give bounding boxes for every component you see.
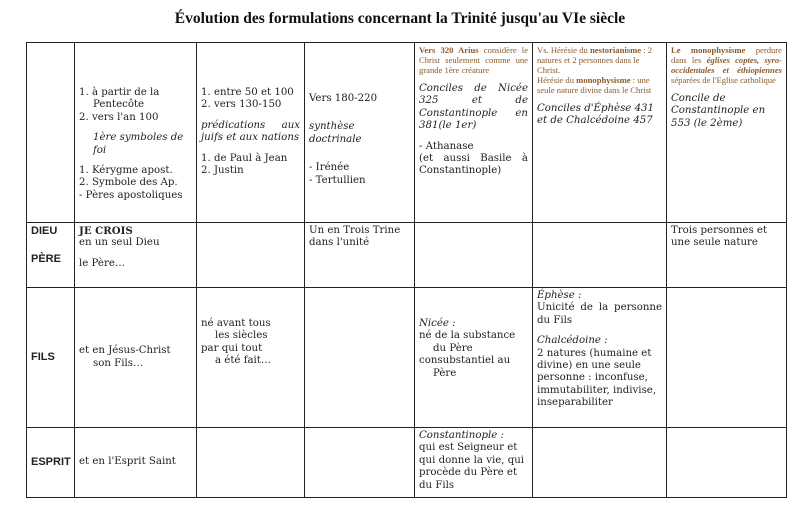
text: églises coptes, syro-occidentales et éthiopiennes bbox=[671, 55, 782, 75]
cell bbox=[415, 223, 533, 288]
text: 2. vers 130-150 bbox=[201, 99, 282, 111]
text: par qui tout bbox=[201, 342, 263, 354]
cell bbox=[533, 288, 667, 428]
text: qui est Seigneur et qui donne la vie, qui procède du Père et du Fils bbox=[419, 442, 525, 491]
row-esprit bbox=[27, 428, 787, 498]
cell bbox=[667, 428, 787, 498]
cell bbox=[75, 223, 197, 288]
row-label-cell bbox=[27, 223, 75, 288]
text: Conciles de Nicée 325 et de Constantinople en 381(le 1er) bbox=[419, 83, 528, 132]
text: Concile de Constantinople en 553 (le 2ème) bbox=[671, 93, 766, 129]
cell bbox=[415, 288, 533, 428]
text: né avant tous bbox=[201, 318, 271, 329]
text: perdure dans les bbox=[671, 45, 782, 65]
text: Nicée : bbox=[419, 318, 456, 329]
header-row bbox=[27, 43, 787, 223]
text: séparées de l'Eglise catholique bbox=[671, 75, 776, 85]
cell bbox=[533, 223, 667, 288]
row-label-cell bbox=[27, 428, 75, 498]
text: a été fait… bbox=[215, 355, 272, 367]
text: Vers 180-220 bbox=[309, 93, 378, 104]
text: nestorianisme bbox=[590, 45, 642, 55]
cell bbox=[667, 223, 787, 288]
text: - Pères apostoliques bbox=[79, 189, 183, 201]
text: né de la substance bbox=[419, 330, 516, 342]
text: Constantinople : bbox=[419, 430, 504, 441]
corner-cell bbox=[27, 43, 75, 223]
trinity-table bbox=[26, 42, 787, 498]
text: 1. entre 50 et 100 bbox=[201, 87, 294, 98]
text: son Fils… bbox=[93, 357, 144, 369]
header-cell-synthesis bbox=[305, 43, 415, 223]
cell bbox=[75, 428, 197, 498]
text: Le monophysisme bbox=[671, 45, 746, 55]
text: Un en Trois Trine dans l'unité bbox=[309, 225, 401, 249]
text: : une seule nature divine dans le Christ bbox=[537, 75, 652, 95]
cell bbox=[533, 428, 667, 498]
text: Trois personnes et une seule nature bbox=[671, 225, 768, 249]
row-label-cell bbox=[27, 288, 75, 428]
cell bbox=[197, 428, 305, 498]
text: Conciles d'Éphèse 431 et de Chalcédoine 457 bbox=[537, 103, 655, 127]
text: 2 natures (humaine et divine) en une seule personne : inconfuse, immutabiliter, indivise, inseparabiliter bbox=[537, 347, 657, 409]
text: 2. Symbole des Ap. bbox=[79, 177, 178, 189]
text: (et aussi Basile à Constantinople) bbox=[419, 153, 528, 177]
text: Pentecôte bbox=[93, 99, 145, 111]
row-label: PÈRE bbox=[31, 253, 61, 266]
arius-label: Vers 320 Arius bbox=[419, 45, 479, 55]
text: et en Jésus-Christ bbox=[79, 345, 171, 357]
cell bbox=[305, 428, 415, 498]
text: consubstantiel au bbox=[419, 355, 511, 367]
text: 1. à partir de la bbox=[79, 87, 160, 98]
text: 1ère symboles de foi bbox=[93, 132, 184, 156]
text: JE CROIS bbox=[79, 225, 133, 237]
text: 1. de Paul à Jean bbox=[201, 152, 288, 164]
text: monophysisme bbox=[576, 75, 631, 85]
text: 1. Kérygme apost. bbox=[79, 165, 173, 177]
text: Éphèse : bbox=[537, 290, 582, 301]
text: - Athanase bbox=[419, 140, 474, 152]
text: les siècles bbox=[215, 330, 268, 342]
text: 2. vers l'an 100 bbox=[79, 111, 159, 123]
row-label: DIEU bbox=[31, 225, 58, 237]
cell bbox=[197, 223, 305, 288]
text: - Irénée bbox=[309, 162, 350, 174]
cell bbox=[415, 428, 533, 498]
text: synthèse doctrinale bbox=[309, 121, 362, 145]
header-cell-ephesus bbox=[533, 43, 667, 223]
text: prédications aux juifs et aux nations bbox=[201, 119, 300, 144]
text: Chalcédoine : bbox=[537, 335, 608, 347]
header-cell-monophysism bbox=[667, 43, 787, 223]
header-cell-apostolic bbox=[75, 43, 197, 223]
row-fils bbox=[27, 288, 787, 428]
cell bbox=[305, 223, 415, 288]
text: et en l'Esprit Saint bbox=[79, 456, 176, 468]
cell bbox=[667, 288, 787, 428]
text: : 2 natures et 2 personnes dans le Christ. bbox=[537, 45, 653, 75]
text: - Tertullien bbox=[309, 174, 366, 186]
header-cell-preaching bbox=[197, 43, 305, 223]
text: Hérésie du bbox=[537, 75, 574, 85]
row-dieu-pere bbox=[27, 223, 787, 288]
text: du Père bbox=[433, 342, 473, 354]
text: le Père… bbox=[79, 257, 126, 269]
text: Vs. Hérésie du bbox=[537, 45, 588, 55]
text: considère le Christ seulement comme une grande 1ère créature bbox=[419, 45, 529, 75]
page-title: Évolution des formulations concernant la Trinité jusqu'au VIe siècle bbox=[174, 10, 626, 27]
row-label: FILS bbox=[31, 351, 55, 364]
cell bbox=[305, 288, 415, 428]
header-cell-nicea bbox=[415, 43, 533, 223]
cell bbox=[75, 288, 197, 428]
text: Père bbox=[433, 367, 457, 379]
text: 2. Justin bbox=[201, 165, 244, 177]
row-label: ESPRIT bbox=[31, 456, 71, 469]
cell bbox=[197, 288, 305, 428]
text: Unicité de la personne du Fils bbox=[537, 302, 662, 326]
text: en un seul Dieu bbox=[79, 237, 160, 249]
